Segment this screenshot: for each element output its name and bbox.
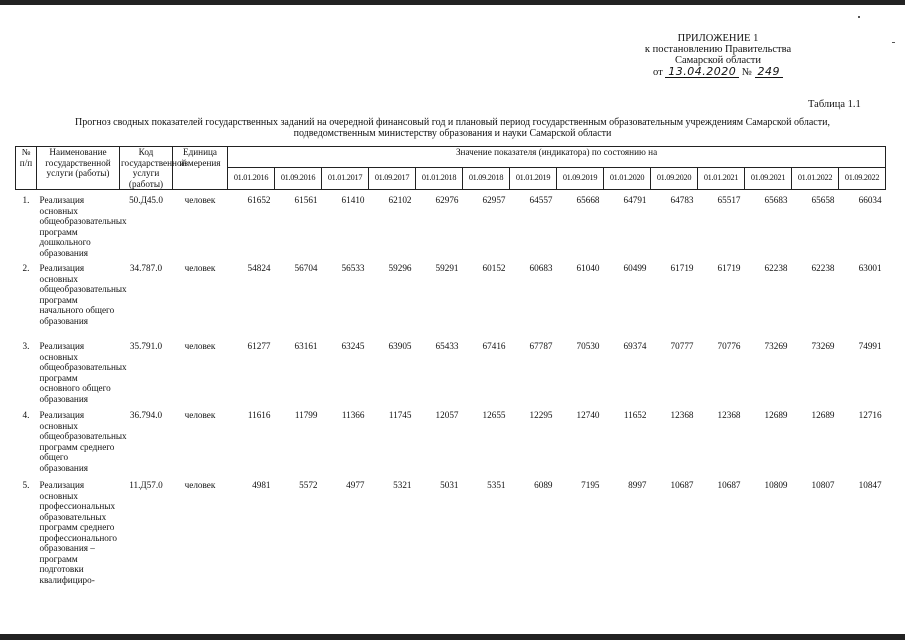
indicator-value: 65683 bbox=[764, 195, 788, 205]
date-header: 01.09.2018 bbox=[463, 168, 510, 190]
indicator-value: 12689 bbox=[811, 410, 835, 420]
indicator-value: 63001 bbox=[858, 263, 882, 273]
date-header: 01.01.2022 bbox=[792, 168, 839, 190]
indicator-value: 12368 bbox=[717, 410, 741, 420]
indicator-value: 10687 bbox=[670, 480, 694, 490]
indicator-value: 62102 bbox=[388, 195, 412, 205]
header-unit: Единица измерения bbox=[173, 147, 228, 190]
date-header: 01.09.2021 bbox=[745, 168, 792, 190]
indicator-value: 5321 bbox=[393, 480, 412, 490]
header-name: Наименование государственной услуги (работы) bbox=[37, 147, 120, 190]
row-number: 2. bbox=[22, 263, 30, 273]
header-num: № п/п bbox=[16, 147, 37, 190]
indicator-value: 65517 bbox=[717, 195, 741, 205]
indicator-value: 65668 bbox=[576, 195, 600, 205]
service-name: Реализация основных общеобразовательных программ основного общего образования bbox=[39, 341, 127, 404]
service-code: 50.Д45.0 bbox=[129, 195, 163, 205]
row-number: 5. bbox=[22, 480, 30, 490]
indicator-value: 7195 bbox=[581, 480, 600, 490]
scan-speck bbox=[892, 42, 895, 43]
indicator-value: 62957 bbox=[482, 195, 506, 205]
indicator-value: 62976 bbox=[435, 195, 459, 205]
indicator-value: 67416 bbox=[482, 341, 506, 351]
scan-speck bbox=[858, 16, 860, 18]
appendix-line-2: к постановлению Правительства bbox=[644, 44, 792, 55]
indicator-value: 73269 bbox=[811, 341, 835, 351]
date-header: 01.09.2020 bbox=[651, 168, 698, 190]
indicator-value: 69374 bbox=[623, 341, 647, 351]
indicator-value: 4981 bbox=[252, 480, 271, 490]
indicator-value: 54824 bbox=[247, 263, 271, 273]
table-row bbox=[16, 336, 886, 405]
indicator-value: 62238 bbox=[811, 263, 835, 273]
indicator-value: 61410 bbox=[341, 195, 365, 205]
header-value: Значение показателя (индикатора) по состоянию на bbox=[228, 147, 886, 168]
unit-of-measure: человек bbox=[184, 195, 216, 205]
service-name: Реализация основных общеобразовательных программ среднего общего образования bbox=[39, 410, 127, 473]
indicator-value: 63161 bbox=[294, 341, 318, 351]
service-code: 11.Д57.0 bbox=[129, 480, 163, 490]
indicator-value: 11616 bbox=[247, 410, 271, 420]
indicator-value: 65658 bbox=[811, 195, 835, 205]
unit-of-measure: человек bbox=[184, 480, 216, 490]
scan-bottom-edge bbox=[0, 634, 905, 640]
unit-of-measure: человек bbox=[184, 410, 216, 420]
indicator-value: 65433 bbox=[435, 341, 459, 351]
appendix-block bbox=[628, 33, 808, 78]
indicator-value: 59291 bbox=[435, 263, 459, 273]
indicator-value: 61652 bbox=[247, 195, 271, 205]
unit-of-measure: человек bbox=[184, 263, 216, 273]
indicator-value: 10847 bbox=[858, 480, 882, 490]
indicator-value: 59296 bbox=[388, 263, 412, 273]
indicator-value: 61040 bbox=[576, 263, 600, 273]
header-code: Код государственной услуги (работы) bbox=[121, 147, 187, 189]
indicator-value: 12689 bbox=[764, 410, 788, 420]
handwritten-number: 249 bbox=[755, 66, 784, 78]
table-body bbox=[16, 190, 886, 601]
indicator-value: 11745 bbox=[388, 410, 412, 420]
date-header: 01.09.2019 bbox=[557, 168, 604, 190]
date-header: 01.09.2016 bbox=[275, 168, 322, 190]
number-prefix: № bbox=[741, 67, 752, 78]
indicator-value: 63905 bbox=[388, 341, 412, 351]
indicator-value: 10809 bbox=[764, 480, 788, 490]
indicator-value: 61719 bbox=[717, 263, 741, 273]
indicator-value: 11652 bbox=[623, 410, 647, 420]
indicator-value: 61277 bbox=[247, 341, 271, 351]
table-row bbox=[16, 190, 886, 259]
indicator-value: 61719 bbox=[670, 263, 694, 273]
indicator-value: 12740 bbox=[576, 410, 600, 420]
document-title bbox=[20, 117, 885, 139]
date-header: 01.09.2022 bbox=[839, 168, 886, 190]
date-header: 01.01.2017 bbox=[322, 168, 369, 190]
indicator-value: 60152 bbox=[482, 263, 506, 273]
indicator-value: 66034 bbox=[858, 195, 882, 205]
indicator-value: 67787 bbox=[529, 341, 553, 351]
indicator-value: 63245 bbox=[341, 341, 365, 351]
indicator-value: 70776 bbox=[717, 341, 741, 351]
indicator-value: 8997 bbox=[628, 480, 647, 490]
table-row bbox=[16, 258, 886, 336]
handwritten-date: 13.04.2020 bbox=[665, 66, 739, 78]
indicator-value: 56704 bbox=[294, 263, 318, 273]
indicator-value: 73269 bbox=[764, 341, 788, 351]
indicator-value: 74991 bbox=[858, 341, 882, 351]
appendix-line-3: Самарской области bbox=[675, 55, 761, 66]
indicator-value: 70777 bbox=[670, 341, 694, 351]
row-number: 3. bbox=[22, 341, 30, 351]
service-name: Реализация основных профессиональных образовательных программ среднего профессионального образования – программ подготовки квалифициро- bbox=[39, 480, 118, 585]
indicator-value: 64791 bbox=[623, 195, 647, 205]
service-name: Реализация основных общеобразовательных программ дошкольного образования bbox=[39, 195, 127, 258]
indicator-value: 12716 bbox=[858, 410, 882, 420]
date-header: 01.01.2020 bbox=[604, 168, 651, 190]
appendix-title: ПРИЛОЖЕНИЕ 1 bbox=[677, 33, 759, 44]
indicator-value: 60499 bbox=[623, 263, 647, 273]
date-header: 01.09.2017 bbox=[369, 168, 416, 190]
row-number: 1. bbox=[22, 195, 30, 205]
indicator-value: 64783 bbox=[670, 195, 694, 205]
indicator-value: 10807 bbox=[811, 480, 835, 490]
service-code: 36.794.0 bbox=[129, 410, 163, 420]
indicator-value: 11366 bbox=[341, 410, 365, 420]
table-row bbox=[16, 405, 886, 475]
date-prefix: от bbox=[652, 67, 663, 78]
indicator-value: 56533 bbox=[341, 263, 365, 273]
table-row bbox=[16, 475, 886, 600]
title-line-2: подведомственным министерству образования и науки Самарской области bbox=[293, 128, 612, 139]
date-header: 01.01.2018 bbox=[416, 168, 463, 190]
row-number: 4. bbox=[22, 410, 30, 420]
date-header: 01.01.2021 bbox=[698, 168, 745, 190]
scan-top-edge bbox=[0, 0, 905, 5]
indicator-value: 12295 bbox=[529, 410, 553, 420]
indicator-value: 61561 bbox=[294, 195, 318, 205]
indicator-value: 5351 bbox=[487, 480, 506, 490]
indicator-value: 62238 bbox=[764, 263, 788, 273]
service-code: 34.787.0 bbox=[129, 263, 163, 273]
indicator-value: 64557 bbox=[529, 195, 553, 205]
indicator-value: 12057 bbox=[435, 410, 459, 420]
indicator-value: 11799 bbox=[294, 410, 318, 420]
table-label: Таблица 1.1 bbox=[808, 99, 861, 110]
service-name: Реализация основных общеобразовательных программ начального общего образования bbox=[39, 263, 127, 326]
indicator-value: 5031 bbox=[440, 480, 459, 490]
indicator-value: 4977 bbox=[346, 480, 365, 490]
indicator-value: 5572 bbox=[299, 480, 318, 490]
service-code: 35.791.0 bbox=[129, 341, 163, 351]
appendix-date-line bbox=[628, 66, 808, 78]
indicator-value: 10687 bbox=[717, 480, 741, 490]
indicator-value: 12368 bbox=[670, 410, 694, 420]
indicator-value: 60683 bbox=[529, 263, 553, 273]
indicator-table bbox=[15, 146, 886, 600]
date-header: 01.01.2016 bbox=[228, 168, 275, 190]
indicator-value: 6089 bbox=[534, 480, 553, 490]
title-line-1: Прогноз сводных показателей государственных заданий на очередной финансовый год и плановый период государственным образовательным учреждениям Самарской области, bbox=[75, 117, 830, 128]
unit-of-measure: человек bbox=[184, 341, 216, 351]
indicator-value: 12655 bbox=[482, 410, 506, 420]
date-header: 01.01.2019 bbox=[510, 168, 557, 190]
indicator-value: 70530 bbox=[576, 341, 600, 351]
